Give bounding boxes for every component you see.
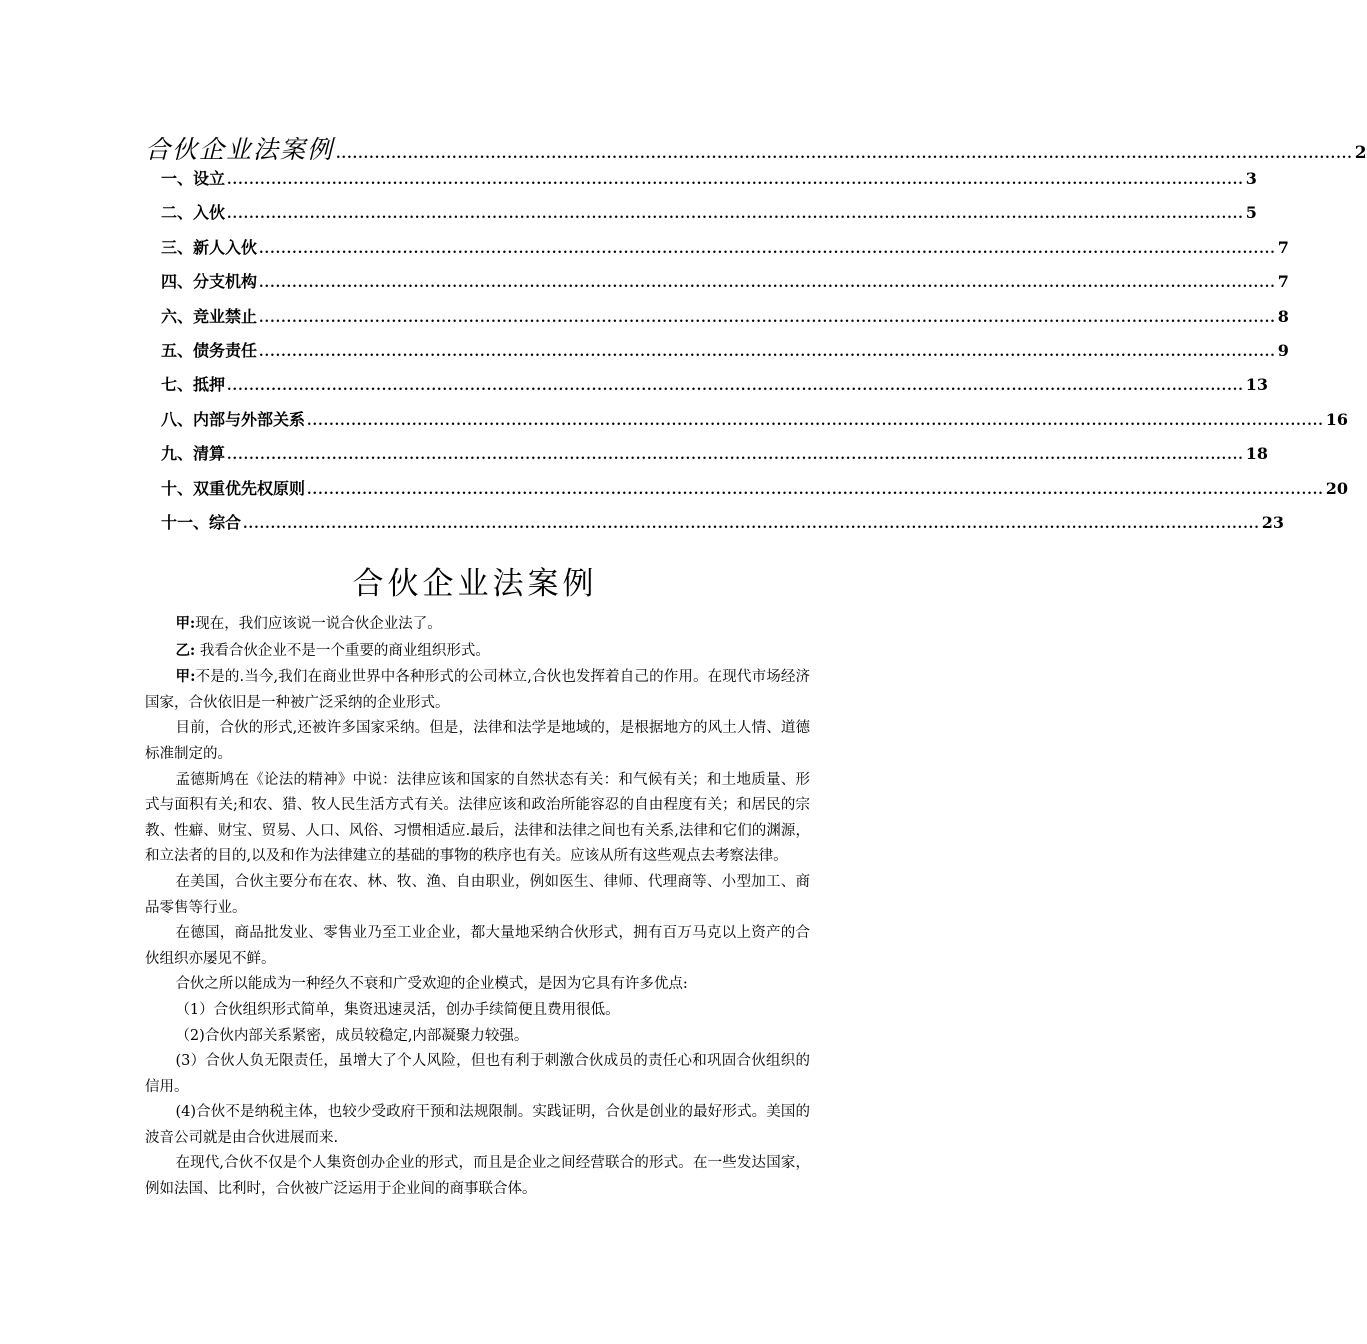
toc-entry[interactable] xyxy=(145,441,1269,475)
toc-dot-leader: ........................................................................................................................................................................................ xyxy=(227,207,1244,223)
toc-page-number: 13 xyxy=(1245,375,1269,395)
body-paragraph xyxy=(145,1049,810,1100)
toc-page-number: 23 xyxy=(1261,512,1285,532)
body-paragraph xyxy=(145,768,810,870)
paragraph-text: 合伙之所以能成为一种经久不衰和广受欢迎的企业模式，是因为它具有许多优点: xyxy=(175,976,688,993)
toc-entry-label: 十、双重优先权原则 xyxy=(161,478,306,498)
toc-entry[interactable] xyxy=(145,372,1269,406)
toc-entry[interactable] xyxy=(145,338,1289,372)
body-paragraph xyxy=(145,972,810,998)
toc-dot-leader: ........................................................................................................................................................................................ xyxy=(259,241,1276,257)
toc-page-number: 7 xyxy=(1277,272,1289,292)
paragraph-text: 孟德斯鸠在《论法的精神》中说：法律应该和国家的自然状态有关：和气候有关；和土地质量、形式与面积有关;和农、猎、牧人民生活方式有关。法律应该和政治所能容忍的自由程度有关；和居民的宗教、性癖、财宝、贸易、人口、风俗、习惯相适应.最后，法律和法律之间也有关系,法律和它们的渊源，和立法者的目的,以及和作为法律建立的基础的事物的秩序也有关。应该从所有这些观点去考察法律。 xyxy=(145,771,810,865)
toc-main-entry[interactable] xyxy=(145,130,1367,166)
speaker-label: 甲: xyxy=(175,668,196,686)
toc-dot-leader: ........................................................................................................................................................................................ xyxy=(307,413,1324,429)
toc-entry-label: 合伙企业法案例 xyxy=(145,135,335,164)
toc-entry-label: 二、入伙 xyxy=(161,203,226,223)
toc-entry[interactable] xyxy=(145,200,1257,234)
toc-dot-leader: ........................................................................................................................................................................................ xyxy=(259,310,1276,326)
toc-entry-label: 七、抵押 xyxy=(161,375,226,395)
paragraph-text: (4)合伙不是纳税主体，也较少受政府干预和法规限制。实践证明，合伙是创业的最好形式。美国的波音公司就是由合伙进展而来. xyxy=(145,1104,810,1146)
paragraph-text: 现在，我们应该说一说合伙企业法了。 xyxy=(195,616,442,632)
body-paragraph xyxy=(145,1151,810,1202)
toc-dot-leader: ........................................................................................................................................................................................ xyxy=(259,276,1276,292)
body-paragraph xyxy=(145,716,810,767)
body-paragraph xyxy=(145,1024,810,1050)
toc-entry-label: 九、清算 xyxy=(161,444,226,464)
toc-entry[interactable] xyxy=(145,235,1289,269)
body-paragraph xyxy=(145,870,810,921)
toc-entry[interactable] xyxy=(145,476,1349,510)
toc-entry-label: 八、内部与外部关系 xyxy=(161,409,306,429)
toc-page-number: 5 xyxy=(1245,203,1257,223)
toc-page-number: 16 xyxy=(1325,409,1349,429)
paragraph-text: 在现代,合伙不仅是个人集资创办企业的形式，而且是企业之间经营联合的形式。在一些发达国家，例如法国、比利时，合伙被广泛运用于企业间的商事联合体。 xyxy=(145,1155,810,1198)
body-paragraph xyxy=(145,611,810,638)
document-body xyxy=(145,611,810,1203)
toc-entry[interactable] xyxy=(145,407,1349,441)
toc-dot-leader: ........................................................................................................................................................................................ xyxy=(259,344,1276,360)
toc-entry[interactable] xyxy=(145,166,1257,200)
toc-entry-label: 六、竞业禁止 xyxy=(161,306,258,326)
toc-page-number: 8 xyxy=(1277,306,1289,326)
toc-entry-label: 四、分支机构 xyxy=(161,272,258,292)
paragraph-text: 不是的.当今,我们在商业世界中各种形式的公司林立,合伙也发挥着自己的作用。在现代市场经济国家，合伙依旧是一种被广泛采纳的企业形式。 xyxy=(145,669,810,711)
toc-page-number: 2 xyxy=(1354,143,1367,163)
table-of-contents xyxy=(145,130,1367,544)
toc-dot-leader: ........................................................................................................................................................................................ xyxy=(243,516,1260,532)
toc-page-number: 7 xyxy=(1277,237,1289,257)
toc-page-number: 3 xyxy=(1245,169,1257,188)
body-paragraph xyxy=(145,664,810,716)
body-paragraph xyxy=(145,1100,810,1151)
paragraph-text: 我看合伙企业不是一个重要的商业组织形式。 xyxy=(195,642,490,659)
body-paragraph xyxy=(145,638,810,665)
speaker-label: 乙: xyxy=(175,641,196,659)
toc-dot-leader: ........................................................................................................................................................................................ xyxy=(227,448,1244,464)
toc-dot-leader: ........................................................................................................................................................................................ xyxy=(227,379,1244,395)
toc-entry-label: 五、债务责任 xyxy=(161,340,258,360)
paragraph-text: （1）合伙组织形式简单，集资迅速灵活，创办手续简便且费用很低。 xyxy=(175,1001,620,1018)
speaker-label: 甲: xyxy=(175,615,196,632)
paragraph-text: （2)合伙内部关系紧密，成员较稳定,内部凝聚力较强。 xyxy=(175,1027,529,1044)
toc-page-number: 9 xyxy=(1277,340,1289,360)
toc-entries xyxy=(145,166,1349,544)
toc-page-number: 20 xyxy=(1325,478,1349,498)
toc-entry[interactable] xyxy=(145,304,1289,338)
toc-dot-leader: ........................................................................................................................................................................................ xyxy=(227,173,1244,188)
body-paragraph xyxy=(145,998,810,1024)
toc-entry[interactable] xyxy=(145,510,1285,544)
paragraph-text: (3）合伙人负无限责任，虽增大了个人风险，但也有利于刺激合伙成员的责任心和巩固合伙组织的信用。 xyxy=(145,1053,810,1095)
toc-entry-label: 十一、综合 xyxy=(161,512,242,532)
paragraph-text: 在德国，商品批发业、零售业乃至工业企业，都大量地采纳合伙形式，拥有百万马克以上资产的合伙组织亦屡见不鲜。 xyxy=(145,925,810,967)
paragraph-text: 在美国，合伙主要分布在农、林、牧、渔、自由职业，例如医生、律师、代理商等、小型加工、商品零售等行业。 xyxy=(145,873,810,916)
paragraph-text: 目前，合伙的形式,还被许多国家采纳。但是，法律和法学是地域的，是根据地方的风土人情、道德标准制定的。 xyxy=(145,720,810,762)
toc-entry-label: 三、新人入伙 xyxy=(161,237,258,257)
toc-entry[interactable] xyxy=(145,269,1289,303)
toc-dot-leader: ........................................................................................................................................................................................ xyxy=(336,147,1353,162)
body-paragraph xyxy=(145,921,810,972)
toc-dot-leader: ........................................................................................................................................................................................ xyxy=(307,482,1324,498)
document-title: 合伙企业法案例 xyxy=(352,566,598,602)
toc-entry-label: 一、设立 xyxy=(161,169,226,188)
toc-page-number: 18 xyxy=(1245,444,1269,464)
